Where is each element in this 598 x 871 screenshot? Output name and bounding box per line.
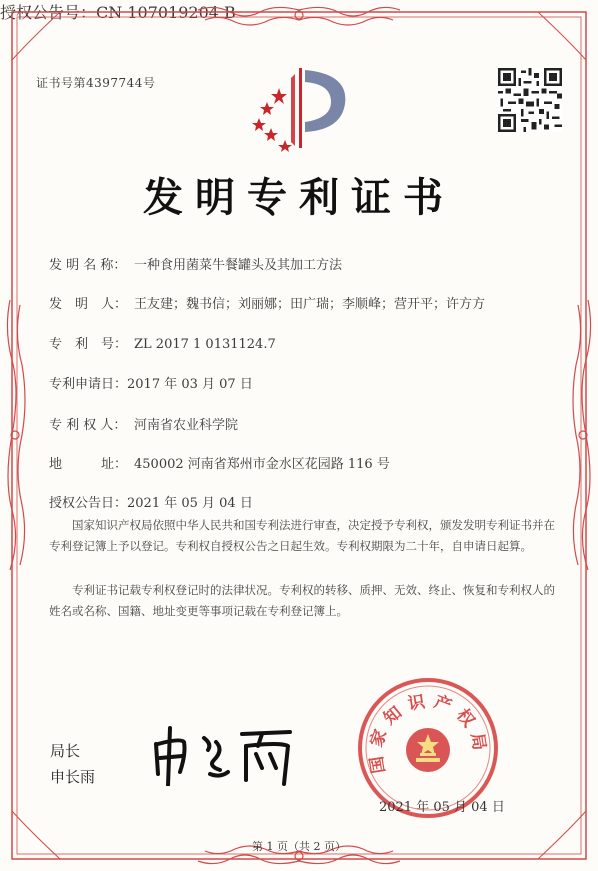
patentee-row <box>49 414 238 433</box>
grant-number-label: 授权公告号： <box>0 3 97 22</box>
application-date-row <box>49 373 253 392</box>
inventors-row <box>49 293 485 312</box>
director-name: 申长雨 <box>50 768 96 786</box>
application-date-value: 2017 年 03 月 07 日 <box>127 377 253 392</box>
cnipa-star-logo-icon <box>247 60 357 152</box>
qr-code-icon <box>498 68 562 132</box>
address-value: 450002 河南省郑州市金水区花园路 116 号 <box>134 457 390 472</box>
invention-name-label: 发 明 名 称： <box>49 258 127 273</box>
patentee-label: 专 利 权 人： <box>49 418 127 433</box>
patentee-value: 河南省农业科学院 <box>134 418 239 433</box>
certificate-number: 证书号第4397744号 <box>36 76 156 90</box>
signing-date: 2021 年 05 月 04 日 <box>379 800 505 815</box>
grant-number-value: CN 107019204 B <box>96 3 236 22</box>
address-row <box>49 453 390 472</box>
grant-date-row <box>49 492 253 511</box>
grant-date-label: 授权公告日： <box>49 496 128 511</box>
application-date-label: 专利申请日： <box>49 377 128 392</box>
body-paragraph-1: 国家知识产权局依照中华人民共和国专利法进行审查，决定授予专利权，颁发发明专利证书并在专利登记簿上予以登记。专利权自授权公告之日起生效。专利权期限为二十年，自申请日起算。 <box>49 518 555 553</box>
invention-name-value: 一种食用菌菜牛餐罐头及其加工方法 <box>134 258 343 273</box>
inventors-label: 发 明 人： <box>49 297 128 312</box>
patent-number-value: ZL 2017 1 0131124.7 <box>134 337 276 352</box>
handwritten-signature <box>150 724 300 786</box>
national-emblem-icon <box>406 728 450 772</box>
director-title: 局长 <box>50 742 81 760</box>
body-paragraph-2: 专利证书记载专利权登记时的法律状况。专利权的转移、质押、无效、终止、恢复和专利权人的姓名或名称、国籍、地址变更等事项记载在专利登记簿上。 <box>49 583 555 618</box>
invention-name-row <box>49 254 342 273</box>
page-number: 第 1 页（共 2 页） <box>252 840 346 853</box>
inventors-value: 王友建；魏书信；刘丽娜；田广瑞；李顺峰；营开平；许方方 <box>134 297 486 312</box>
seal-text: 国家知识产权局 <box>365 691 491 775</box>
patent-number-label: 专 利 号： <box>49 337 128 352</box>
grant-date-value: 2021 年 05 月 04 日 <box>127 496 253 511</box>
patent-number-row <box>49 333 276 352</box>
certificate-title: 发明专利证书 <box>143 175 455 221</box>
address-label: 地 址： <box>49 457 128 472</box>
